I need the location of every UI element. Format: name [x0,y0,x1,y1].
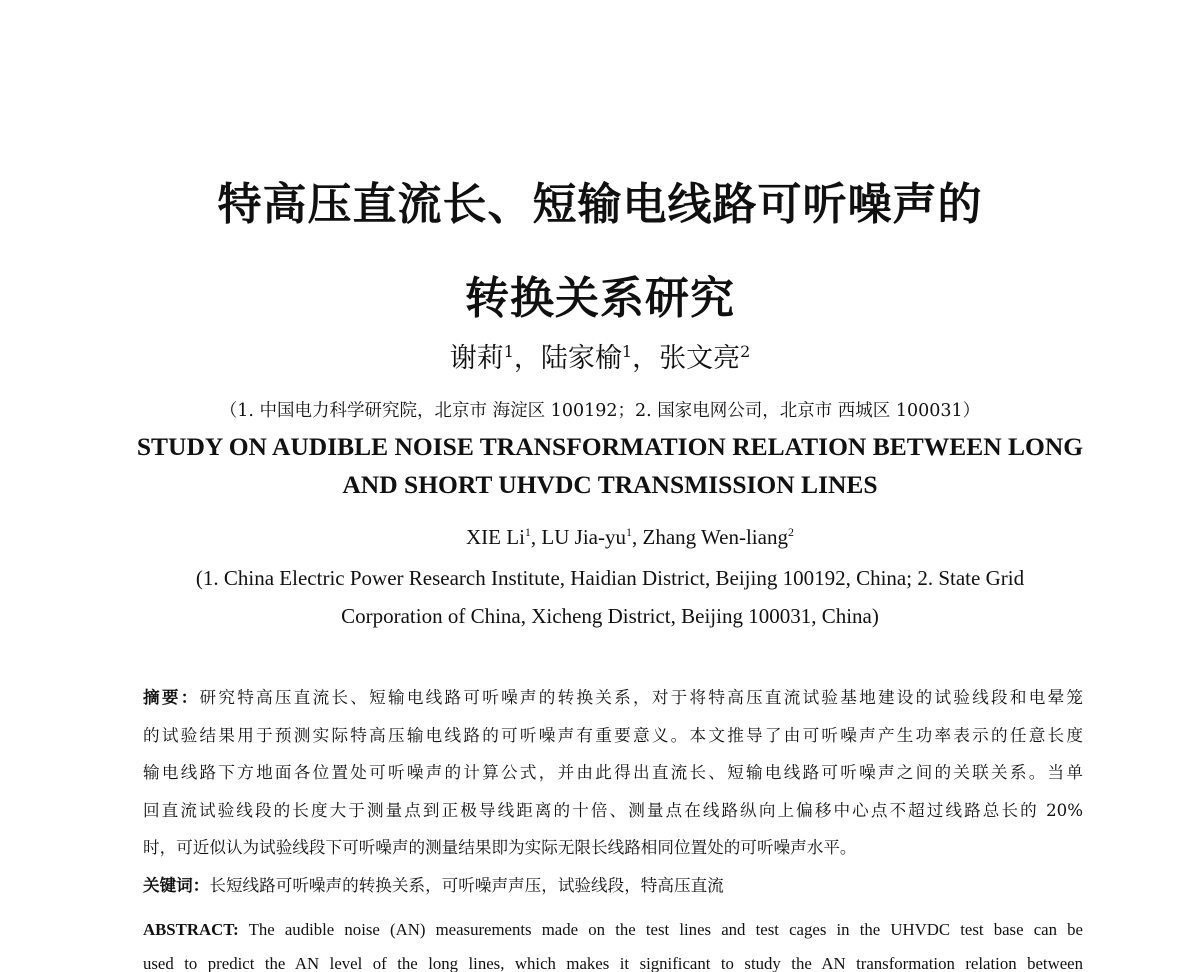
title-cn-line-2: 转换关系研究 [465,273,735,324]
abstract-cn [143,679,1083,867]
author-cn-affil-mark: 1 [503,342,514,361]
abstract-cn-line: 的试验结果用于预测实际特高压输电线路的可听噪声有重要意义。本文推导了由可听噪声产生功率表示的任意长度 [143,725,1083,745]
author-en-affil-mark: 1 [626,525,632,539]
author-en-name: LU Jia-yu [541,525,626,549]
abstract-en-text: The audible noise (AN) measurements made on the test lines and test cages in the UHVDC test base can be [238,920,1083,939]
abstract-cn-line: 输电线路下方地面各位置处可听噪声的计算公式，并由此得出直流长、短输电线路可听噪声之间的关联关系。当单 [143,763,1083,782]
keywords-cn-text: 长短线路可听噪声的转换关系，可听噪声声压，试验线段，特高压直流 [209,876,724,895]
title-en-line-1: STUDY ON AUDIBLE NOISE TRANSFORMATION RELATION BETWEEN LONG [136,432,1084,461]
author-en-name: Zhang Wen-liang [642,525,788,549]
author-en-name: XIE Li [466,525,525,549]
author-cn-affil-mark: 1 [621,342,633,361]
author-cn-name: 张文亮 [659,343,741,374]
abstract-cn-line: 时，可近似认为试验线段下可听噪声的测量结果即为实际无限长线路相同位置处的可听噪声水平。 [143,838,857,857]
affiliation-en-line-1: (1. China Electric Power Research Institute, Haidian District, Beijing 100192, China; 2. State Grid [195,566,1025,590]
abstract-en-line [143,913,1083,947]
abstract-cn-line: 回直流试验线段的长度大于测量点到正极导线距离的十倍、测量点在线路纵向上偏移中心点不超过线路总长的 20% [143,800,1083,820]
authors-cn [0,336,1200,375]
title-cn-line-1: 特高压直流长、短输电线路可听噪声的 [217,179,983,230]
author-en-affil-mark: 1 [524,525,531,539]
abstract-en-label: ABSTRACT: [143,920,239,939]
author-separator: , [632,525,643,549]
abstract-cn-line [143,679,1083,717]
keywords-cn-label: 关键词： [143,876,210,895]
abstract-en [143,913,1083,972]
author-separator: ， [513,343,541,374]
author-en-affil-mark: 2 [787,525,794,539]
affiliation-cn: （1. 中国电力科学研究院，北京市 海淀区 100192；2. 国家电网公司，北京市 西城区 100031） [219,401,981,421]
abstract-cn-text: 研究特高压直流长、短输电线路可听噪声的转换关系，对于将特高压直流试验基地建设的试验线段和电晕笼 [199,688,1084,707]
author-separator: , [530,525,542,549]
abstract-en-line: used to predict the AN level of the long lines, which makes it significant to study the AN transformation relation between [143,954,1083,972]
abstract-cn-label: 摘要： [143,688,200,707]
author-cn-name: 谢莉 [449,343,504,374]
title-en-line-2: AND SHORT UHVDC TRANSMISSION LINES [342,470,878,499]
author-separator: ， [632,343,660,374]
author-cn-affil-mark: 2 [740,342,751,361]
author-cn-name: 陆家榆 [540,343,622,374]
keywords-cn [143,872,1083,896]
affiliation-en-line-2: Corporation of China, Xicheng District, Beijing 100031, China) [341,604,879,628]
authors-en [0,525,1200,550]
